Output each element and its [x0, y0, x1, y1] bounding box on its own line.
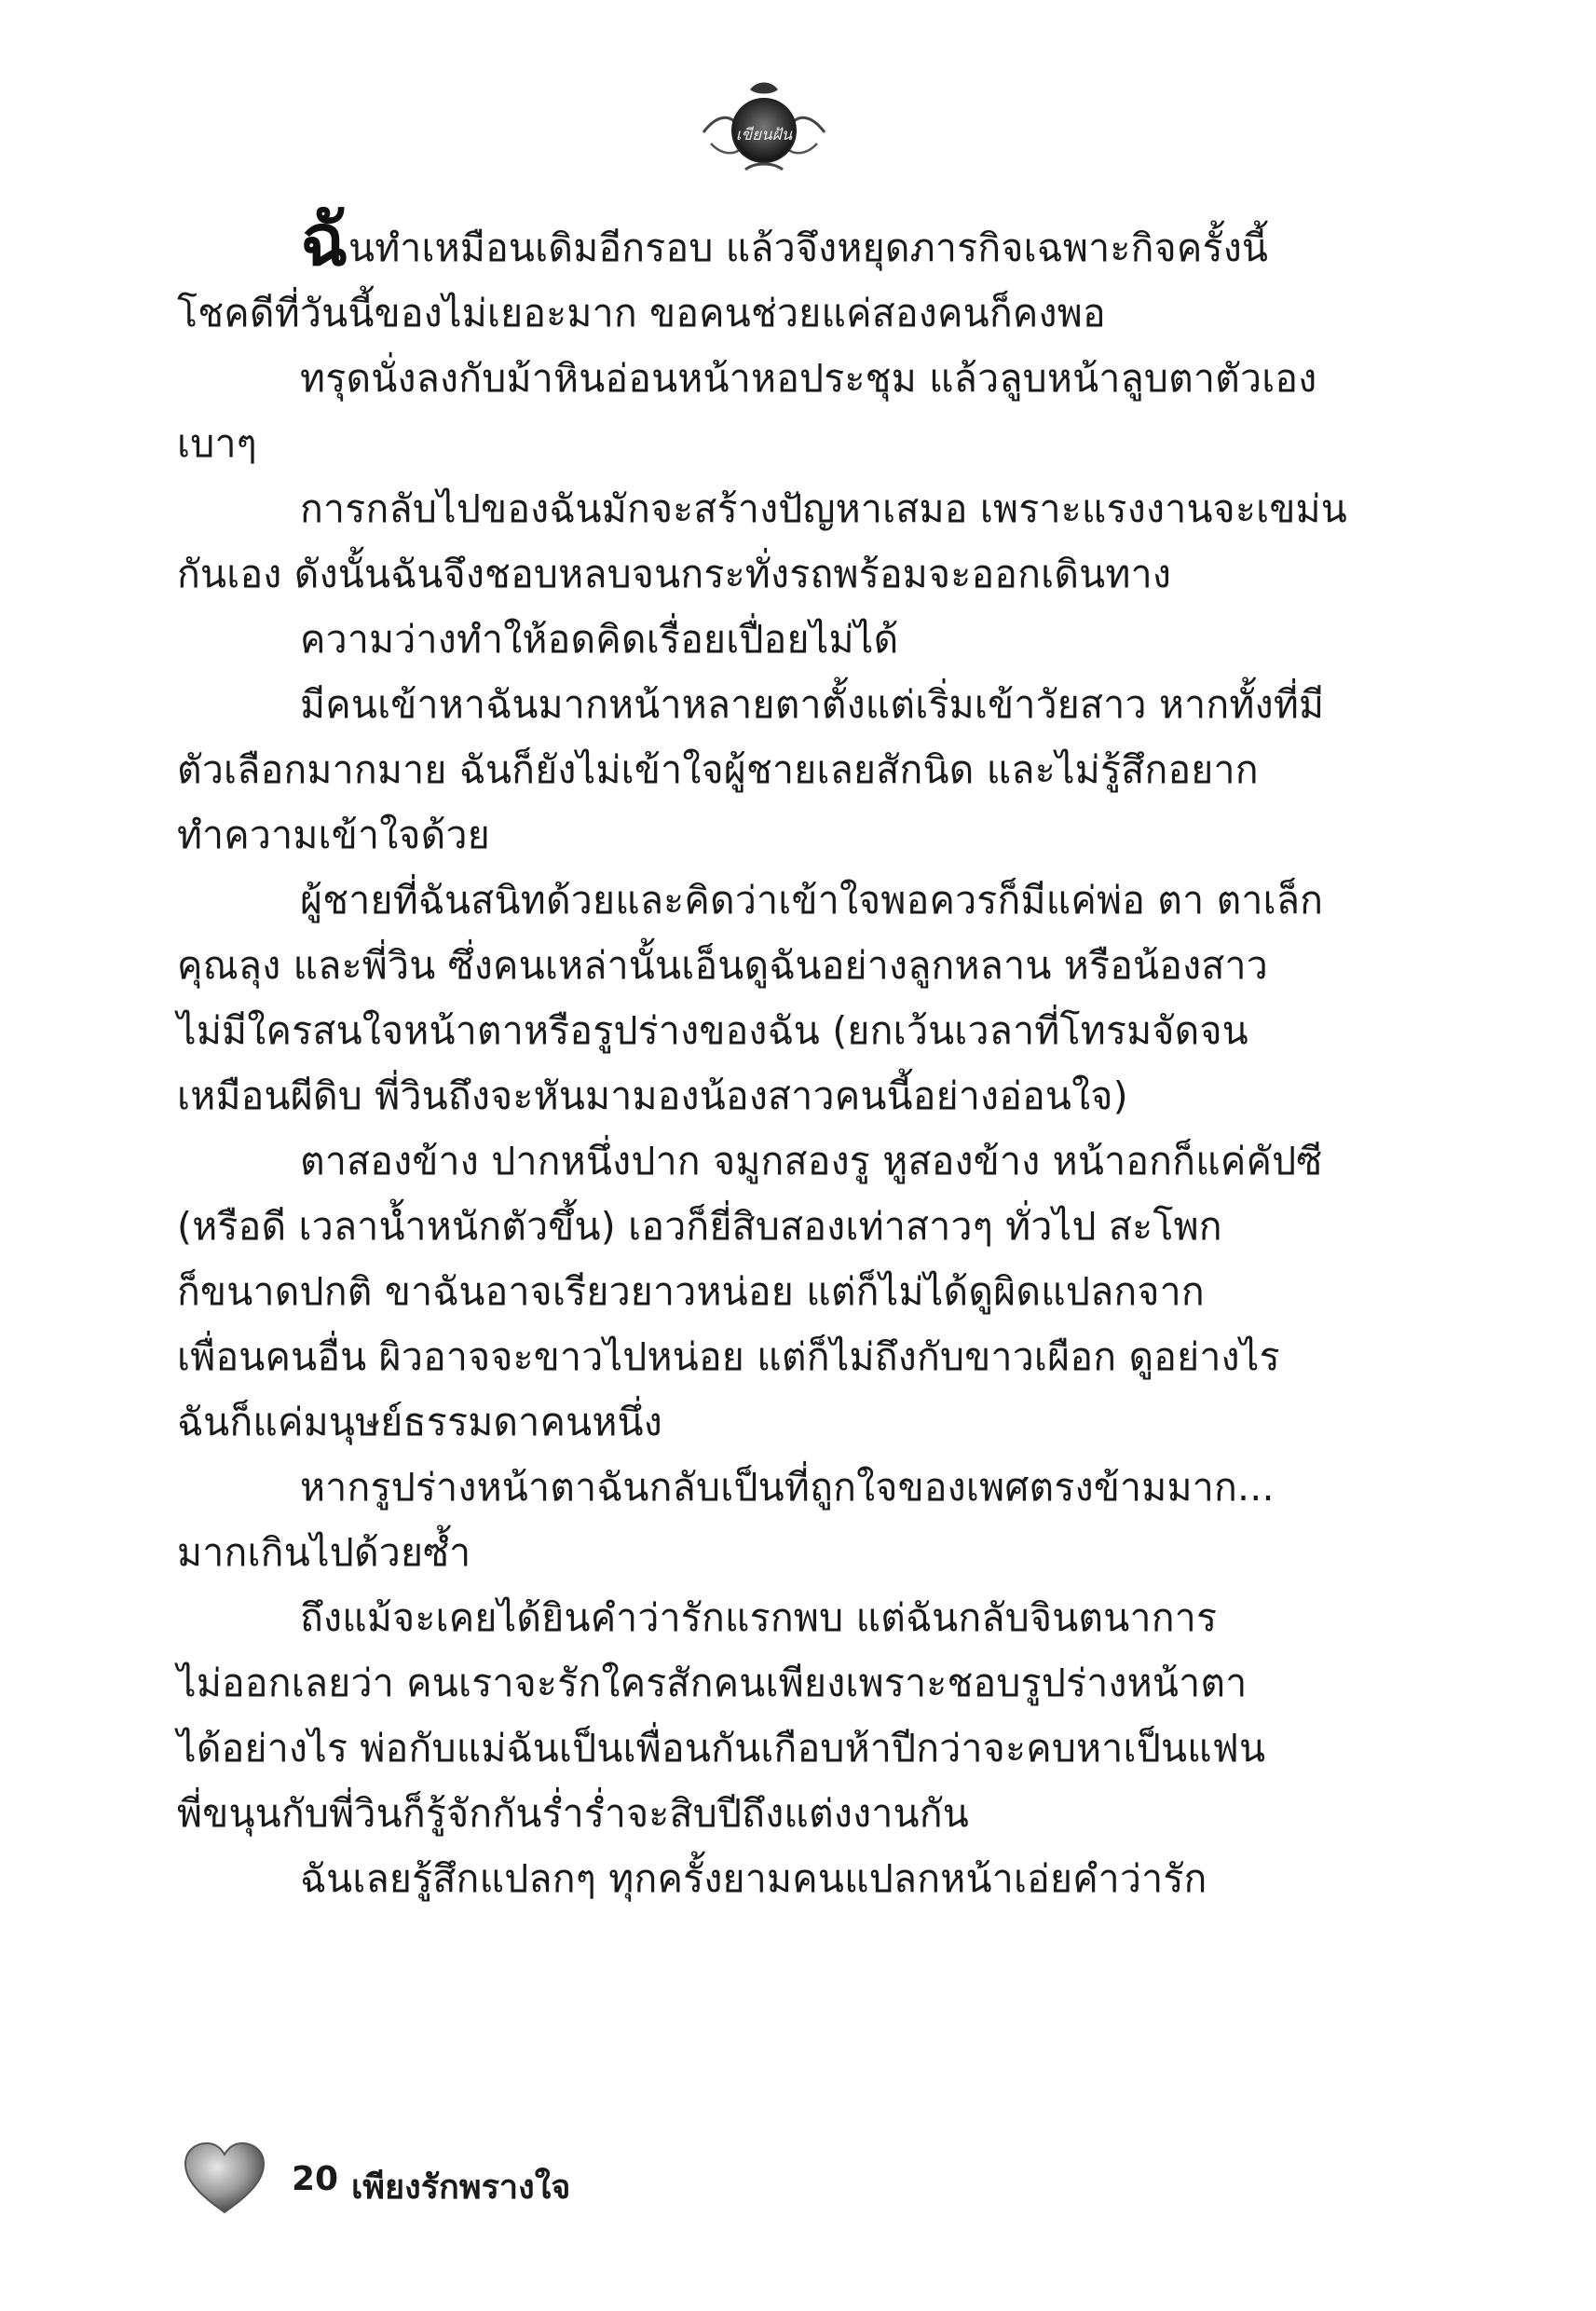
ornament-logo-icon	[694, 76, 834, 179]
text-line: โชคดีที่วันนี้ของไม่เยอะมาก ขอคนช่วยแค่สองคนก็คงพอ	[177, 291, 1106, 335]
text-line: นทำเหมือนเดิมอีกรอบ แล้วจึงหยุดภารกิจเฉพาะกิจครั้งนี้	[348, 226, 1269, 270]
paragraph	[177, 1846, 1328, 1911]
text-line: เบาๆ	[177, 421, 257, 466]
page-number: 20	[292, 2160, 339, 2198]
text-line: ไม่ออกเลยว่า คนเราจะรักใครสักคนเพียงเพราะชอบรูปร่างหน้าตา	[177, 1661, 1248, 1705]
paragraph	[177, 607, 1328, 672]
paragraph	[177, 1585, 1328, 1846]
text-line: พี่ขนุนกับพี่วินก็รู้จักกันร่ำร่ำจะสิบปีถึงแต่งงานกัน	[177, 1791, 970, 1836]
text-line: ทรุดนั่งลงกับม้าหินอ่อนหน้าหอประชุม แล้วลูบหน้าลูบตาตัวเอง	[300, 356, 1317, 401]
paragraph	[177, 868, 1328, 1128]
text-line: เหมือนผีดิบ พี่วินถึงจะหันมามองน้องสาวคนนี้อย่างอ่อนใจ)	[177, 1073, 1128, 1118]
text-line: ผู้ชายที่ฉันสนิทด้วยและคิดว่าเข้าใจพอควรก็มีแค่พ่อ ตา ตาเล็ก	[300, 878, 1324, 923]
logo-text: เขียนฝัน	[735, 126, 793, 144]
text-line: ก็ขนาดปกติ ขาฉันอาจเรียวยาวหน่อย แต่ก็ไม่ได้ดูผิดแปลกจาก	[177, 1269, 1205, 1314]
text-line: หากรูปร่างหน้าตาฉันกลับเป็นที่ถูกใจของเพศตรงข้ามมาก...	[300, 1465, 1275, 1510]
text-line: ความว่างทำให้อดคิดเรื่อยเปื่อยไม่ได้	[300, 617, 899, 662]
paragraph	[177, 672, 1328, 868]
text-line: ฉันเลยรู้สึกแปลกๆ ทุกครั้งยามคนแปลกหน้าเอ่ยคำว่ารัก	[300, 1856, 1207, 1901]
text-line: ฉันก็แค่มนุษย์ธรรมดาคนหนึ่ง	[177, 1400, 663, 1444]
text-line: มากเกินไปด้วยซ้ำ	[177, 1530, 471, 1575]
paragraph	[177, 1128, 1328, 1455]
text-line: มีคนเข้าหาฉันมากหน้าหลายตาตั้งแต่เริ่มเข้าวัยสาว หากทั้งที่มี	[300, 682, 1325, 727]
text-line: ตาสองข้าง ปากหนึ่งปาก จมูกสองรู หูสองข้าง หน้าอกก็แค่คัปซี	[300, 1139, 1323, 1183]
text-line: ถึงแม้จะเคยได้ยินคำว่ารักแรกพบ แต่ฉันกลับจินตนาการ	[300, 1595, 1218, 1640]
text-line: (หรือดี เวลาน้ำหนักตัวขึ้น) เอวก็ยี่สิบสองเท่าสาวๆ ทั่วไป สะโพก	[177, 1204, 1222, 1249]
page-footer	[182, 2141, 834, 2216]
book-title: เพียงรักพรางใจ	[351, 2168, 571, 2207]
text-line: ไม่มีใครสนใจหน้าตาหรือรูปร่างของฉัน (ยกเว้นเวลาที่โทรมจัดจน	[177, 1008, 1248, 1053]
paragraph	[177, 346, 1328, 476]
text-line: ตัวเลือกมากมาย ฉันก็ยังไม่เข้าใจผู้ชายเลยสักนิด และไม่รู้สึกอยาก	[177, 747, 1259, 792]
text-line: การกลับไปของฉันมักจะสร้างปัญหาเสมอ เพราะแรงงานจะเขม่น	[300, 486, 1348, 531]
text-line: เพื่อนคนอื่น ผิวอาจจะขาวไปหน่อย แต่ก็ไม่ถึงกับขาวเผือก ดูอย่างไร	[177, 1334, 1280, 1379]
text-line: กันเอง ดังนั้นฉันจึงชอบหลบจนกระทั่งรถพร้อมจะออกเดินทาง	[177, 552, 1172, 596]
paragraph	[177, 198, 1328, 346]
text-line: ได้อย่างไร พ่อกับแม่ฉันเป็นเพื่อนกันเกือบห้าปีกว่าจะคบหาเป็นแฟน	[177, 1726, 1266, 1771]
dropcap-letter: ฉั	[300, 198, 348, 281]
paragraph	[177, 1455, 1328, 1585]
text-line: ทำความเข้าใจด้วย	[177, 813, 490, 857]
body-text	[177, 198, 1348, 1911]
paragraph	[177, 476, 1348, 607]
text-line: คุณลุง และพี่วิน ซึ่งคนเหล่านั้นเอ็นดูฉันอย่างลูกหลาน หรือน้องสาว	[177, 943, 1268, 988]
heart-icon	[182, 2141, 267, 2216]
